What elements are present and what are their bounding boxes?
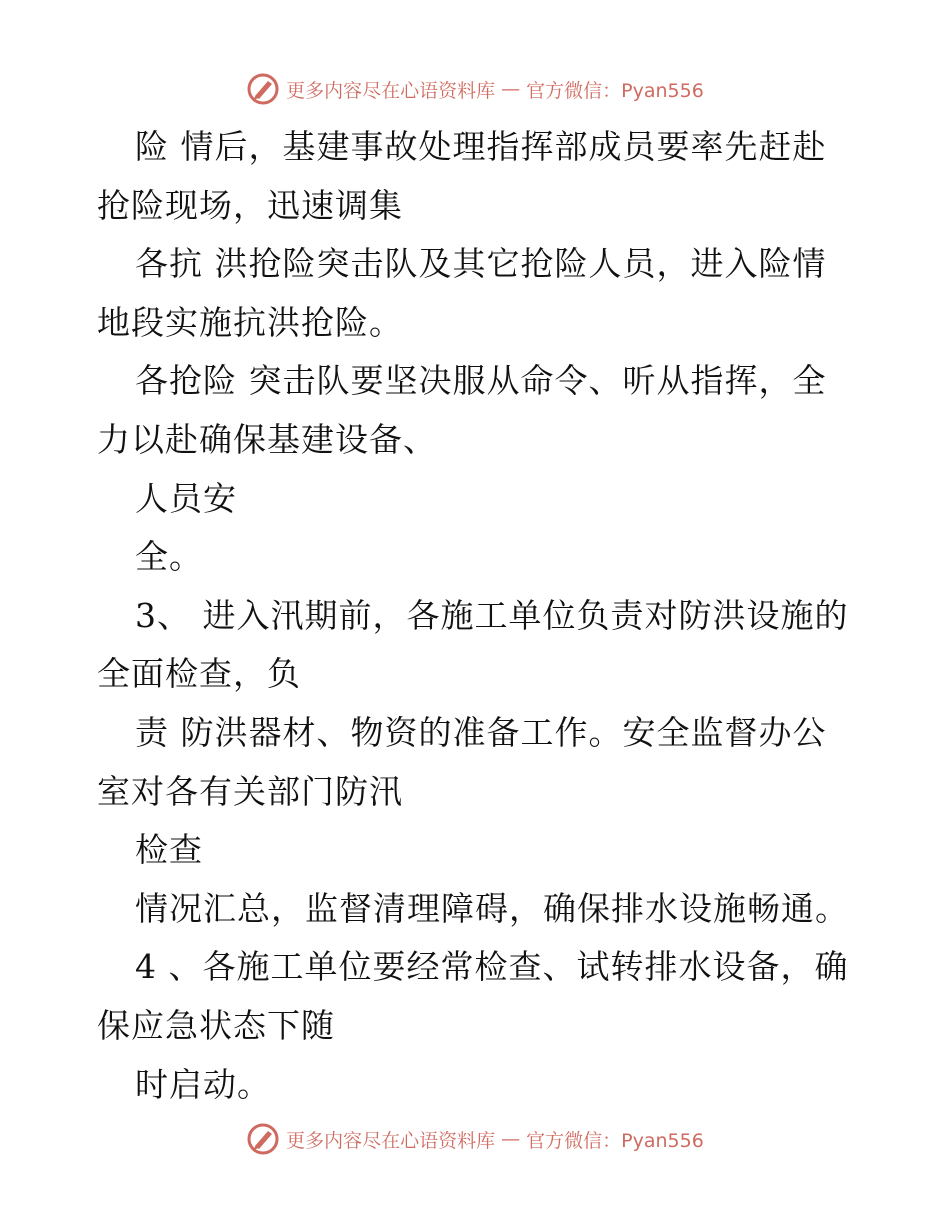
pen-logo-icon	[246, 1122, 280, 1156]
watermark-wechat: 官方微信：Pyan556	[526, 1129, 704, 1152]
watermark-text: 更多内容尽在心语资料库	[286, 79, 496, 102]
watermark-text: 更多内容尽在心语资料库	[286, 1129, 496, 1152]
text-line: 全。	[135, 537, 203, 577]
text-line: 各抢险 突击队要坚决服从命令、听从指挥，全	[135, 361, 827, 401]
text-line: 检查	[135, 830, 203, 870]
text-line: 力以赴确保基建设备、	[97, 419, 437, 459]
text-line: 全面检查，负	[97, 654, 301, 694]
text-line: 情况汇总，监督清理障碍，确保排水设施畅通。	[135, 888, 849, 928]
text-line: 各抗 洪抢险突击队及其它抢险人员，进入险情	[135, 244, 827, 284]
watermark-dash: —	[501, 78, 521, 100]
text-line: 抢险现场，迅速调集	[97, 185, 403, 225]
text-line: 室对各有关部门防汛	[97, 771, 403, 811]
text-line: 保应急状态下随	[97, 1005, 335, 1045]
text-line: 地段实施抗洪抢险。	[97, 302, 403, 342]
watermark-dash: —	[501, 1128, 521, 1150]
watermark-wechat: 官方微信：Pyan556	[526, 79, 704, 102]
text-line: 责 防洪器材、物资的准备工作。安全监督办公	[135, 712, 827, 752]
text-line: 4 、各施工单位要经常检查、试转排水设备，确	[135, 947, 849, 987]
text-line: 险 情后，基建事故处理指挥部成员要率先赶赴	[135, 127, 827, 166]
text-line: 人员安	[135, 478, 237, 518]
header-watermark	[0, 72, 950, 106]
text-line: 3、 进入汛期前，各施工单位负责对防洪设施的	[135, 595, 849, 635]
pen-logo-icon	[246, 72, 280, 106]
footer-watermark	[0, 1122, 950, 1156]
document-body	[97, 118, 857, 1114]
text-line: 时启动。	[135, 1064, 271, 1104]
